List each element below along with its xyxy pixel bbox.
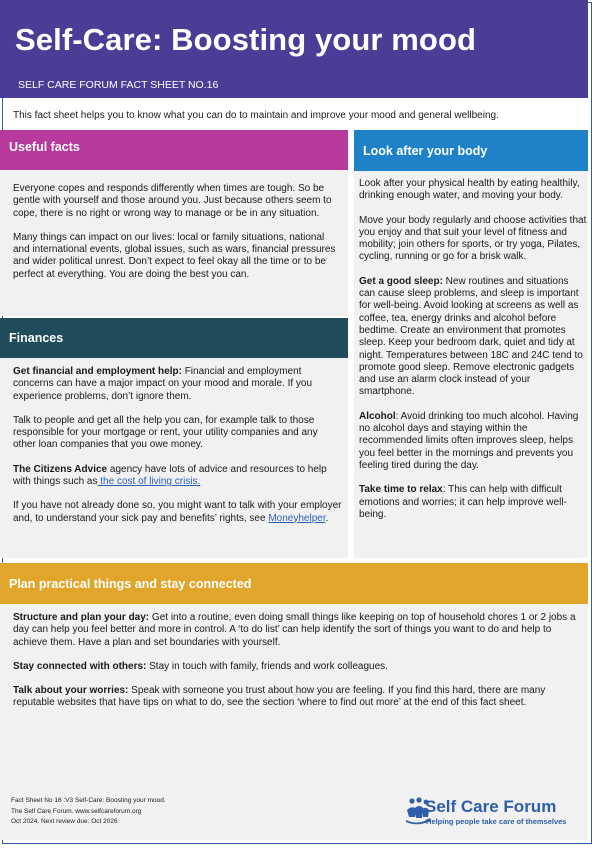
body-paragraph: Move your body regularly and choose activities that you enjoy and that suit your level of fitness and mobility; join others for sports, or try yoga, Pilates, cycling, running or go for a brisk walk.: [359, 214, 587, 263]
relax-text: : This can help with difficult emotions and worries; it can help improve well-being.: [359, 484, 567, 520]
finances-paragraph: [13, 366, 343, 403]
finances-heading: Finances: [9, 331, 64, 345]
fact-sheet-number: SELF CARE FORUM FACT SHEET NO.16: [18, 79, 219, 91]
talk-worries-text: Speak with someone you trust about how you are feeling. If you find this hard, there are many reputable websites that have tips on what to do, see the section ‘where to find out more’ at the end of this fact sheet.: [13, 685, 546, 709]
plan-paragraph: [13, 612, 581, 649]
plan-heading: Plan practical things and stay connected: [9, 576, 252, 591]
finances-header: [0, 318, 348, 358]
good-sleep-text: New routines and situations can cause sleep problems, and sleep is important for well-being. Avoid looking at screens as well as coffee, tea, energy drinks and alcohol before bedtime. Create an environment that promotes sleep. Keep your bedroom dark, quiet and tidy at night. Temperatures between 18C and 24C tend to promote good sleep. Remove electronic gadgets and use an alarm clock instead of your smartphone.: [359, 275, 583, 398]
finances-paragraph: [13, 464, 343, 489]
footer-text: [11, 796, 166, 828]
citizens-advice-label: The Citizens Advice: [13, 463, 108, 475]
structure-day-label: Structure and plan your day:: [13, 612, 150, 623]
useful-facts-header: [0, 130, 348, 170]
plan-header: [0, 563, 588, 604]
body-paragraph: [359, 411, 587, 472]
employer-text: If you have not already done so, you might want to talk with your employer and, to understand your sick pay and benefits’ rights, see: [13, 500, 342, 524]
useful-facts-heading: Useful facts: [9, 140, 80, 154]
look-after-body-text: [359, 178, 587, 533]
financial-help-text: Financial and employment concerns can have a major impact on your mood and morale. If you experience problems, don’t ignore them.: [13, 366, 313, 402]
talk-worries-label: Talk about your worries:: [13, 685, 129, 697]
finances-paragraph: [13, 500, 343, 525]
citizens-advice-text: agency have lots of advice and resources to help with things such as: [13, 463, 327, 488]
financial-help-label: Get financial and employment help:: [13, 366, 182, 377]
intro-text: This fact sheet helps you to know what you can do to maintain and improve your mood and general wellbeing.: [13, 110, 499, 121]
good-sleep-label: Get a good sleep:: [359, 275, 443, 287]
alcohol-label: Alcohol: [359, 410, 396, 422]
moneyhelper-link[interactable]: Moneyhelper: [268, 512, 326, 524]
page-title: Self-Care: Boosting your mood: [15, 22, 477, 57]
finances-paragraph: Talk to people and get all the help you can, for example talk to those responsible for your mortgage or rent, your utility companies and any other loan companies that you owe money.: [13, 414, 318, 451]
useful-facts-text: [13, 183, 341, 293]
logo-tagline: Helping people take care of themselves: [426, 817, 567, 826]
footer-line: Fact Sheet No 16 :V3 Self-Care: Boosting your mood.: [11, 797, 166, 804]
alcohol-text: : Avoid drinking too much alcohol. Having no alcohol days and staying within the recommended limits often improves sleep, helps you feel better in the mornings and prevents you feeling tired during the day.: [359, 410, 579, 471]
relax-label: Take time to relax: [359, 484, 443, 496]
structure-day-text: Get into a routine, even doing small things like keeping on top of household chores 1 or 2 jobs a day can help you feel better and more in control. A ‘to do list’ can help identify the sort of things you want to do and help to achieve them. Have a plan and set boundaries with yourself.: [13, 612, 576, 648]
footer-line: The Self Care Forum. www.selfcareforum.org: [11, 807, 142, 815]
plan-paragraph: [13, 661, 581, 673]
plan-paragraph: [13, 685, 581, 710]
look-after-body-header: [354, 130, 588, 171]
look-after-body-heading: Look after your body: [363, 143, 488, 158]
useful-facts-paragraph: Many things can impact on our lives: local or family situations, national and international events, global issues, such as wars, financial pressures and wider political unrest. Don’t expect to feel okay all the time or to be perfect at everything. You are doing the best you can.: [13, 231, 336, 280]
stay-connected-label: Stay connected with others:: [13, 660, 147, 672]
footer-line: Oct 2024. Next review due: Oct 2026: [11, 818, 118, 825]
logo-name: Self Care Forum: [425, 797, 557, 816]
finances-text: [13, 366, 343, 537]
body-paragraph: Look after your physical health by eating healthily, drinking enough water, and moving your body.: [359, 178, 580, 202]
cost-of-living-link[interactable]: the cost of living crisis.: [97, 476, 201, 488]
useful-facts-paragraph: Everyone copes and responds differently when times are tough. So be gentle with yourself and those around you. Just because others seem to cope, there is no right or wrong way to manage or be in any situation.: [13, 183, 332, 219]
plan-text: [13, 612, 581, 722]
body-paragraph: [359, 276, 587, 399]
body-paragraph: [359, 484, 587, 521]
period: .: [325, 512, 329, 524]
stay-connected-text: Stay in touch with family, friends and work colleagues.: [146, 660, 388, 672]
